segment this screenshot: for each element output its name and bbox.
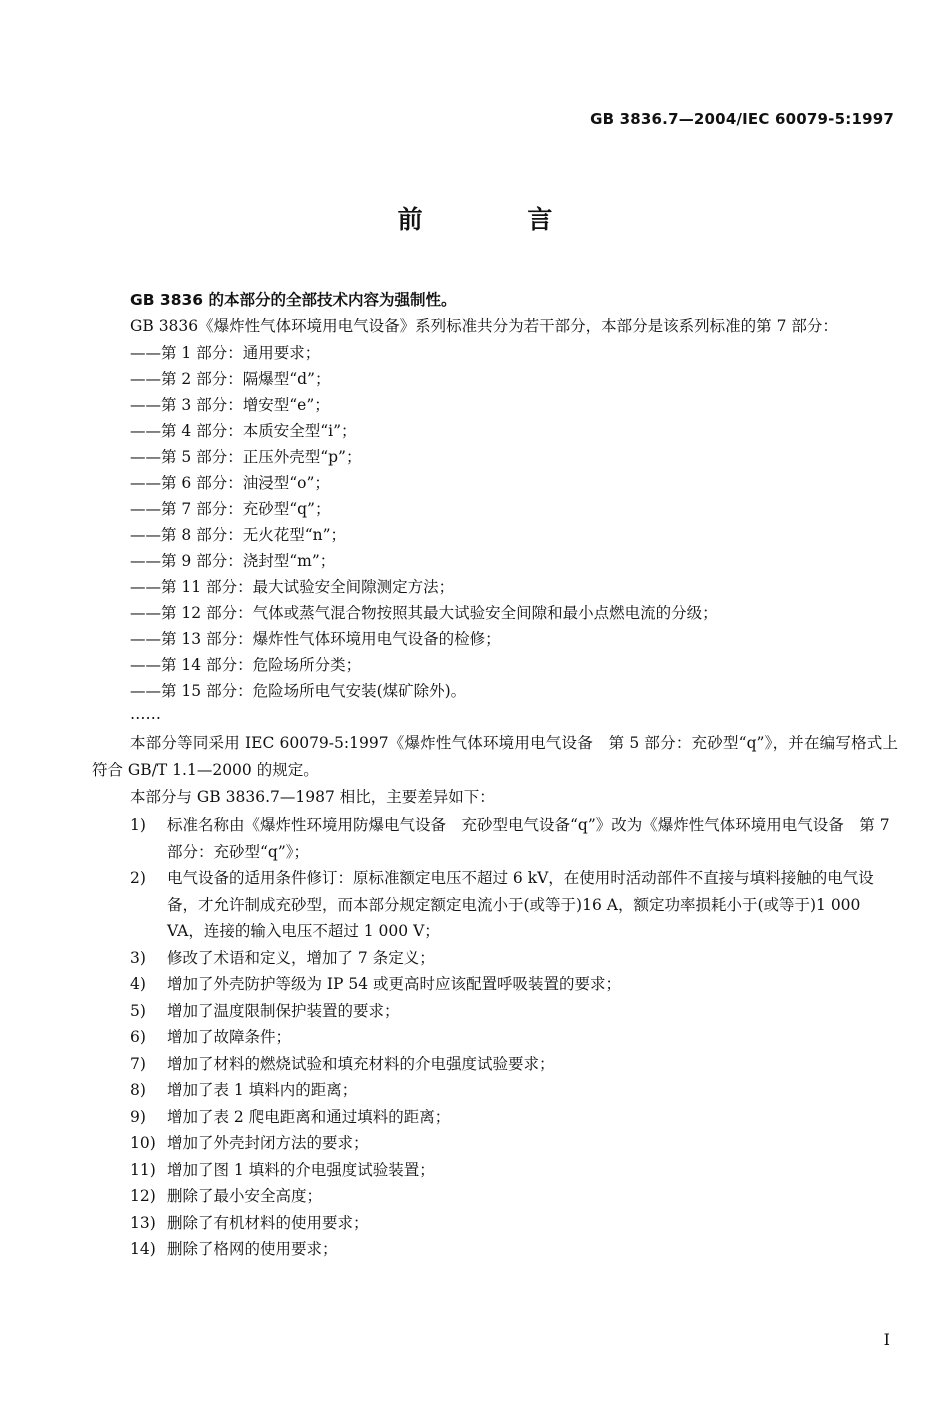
difference-text: 增加了图 1 填料的介电强度试验装置； <box>167 1160 435 1179</box>
ellipsis: …… <box>130 705 161 723</box>
difference-number: 8) <box>130 1081 146 1099</box>
difference-number: 10) <box>130 1134 156 1152</box>
part-list-item: ——第 11 部分：最大试验安全间隙测定方法； <box>130 578 455 596</box>
difference-text: 标准名称由《爆炸性环境用防爆电气设备 充砂型电气设备“q”》改为《爆炸性气体环境用电气设备 第 7 部分：充砂型“q”》； <box>167 816 890 861</box>
difference-text: 增加了温度限制保护装置的要求； <box>167 1001 400 1020</box>
standard-code: GB 3836.7—2004/IEC 60079-5:1997 <box>590 110 894 128</box>
difference-number: 13) <box>130 1213 156 1232</box>
difference-number: 12) <box>130 1187 156 1205</box>
difference-item <box>92 998 898 1025</box>
series-paragraph: GB 3836《爆炸性气体环境用电气设备》系列标准共分为若干部分，本部分是该系列标准的第 7 部分： <box>130 317 838 335</box>
page-title: 前 言 <box>397 205 601 234</box>
difference-text: 增加了表 1 填料内的距离； <box>167 1081 358 1099</box>
difference-item <box>92 945 898 972</box>
part-list-item: ——第 6 部分：油浸型“o”； <box>130 474 330 492</box>
difference-number: 5) <box>130 1001 146 1020</box>
document-body <box>92 287 898 1263</box>
difference-number: 11) <box>130 1160 156 1179</box>
difference-number: 9) <box>130 1107 146 1126</box>
difference-item <box>92 1236 898 1263</box>
difference-item <box>92 1077 898 1104</box>
difference-item <box>92 1157 898 1184</box>
difference-number: 6) <box>130 1028 146 1046</box>
part-list-item: ——第 1 部分：通用要求； <box>130 344 321 362</box>
difference-number: 1) <box>130 816 146 834</box>
difference-item <box>92 865 898 945</box>
differences-intro: 本部分与 GB 3836.7—1987 相比，主要差异如下： <box>130 788 495 806</box>
part-list-item: ——第 15 部分：危险场所电气安装(煤矿除外)。 <box>130 682 467 700</box>
part-list-item: ——第 8 部分：无火花型“n”； <box>130 526 347 544</box>
difference-text: 增加了外壳封闭方法的要求； <box>167 1134 369 1152</box>
part-list-item: ——第 3 部分：增安型“e”； <box>130 396 330 414</box>
difference-text: 增加了外壳防护等级为 IP 54 或更高时应该配置呼吸装置的要求； <box>167 975 622 993</box>
part-list-item: ——第 2 部分：隔爆型“d”； <box>130 370 331 388</box>
difference-text: 增加了故障条件； <box>167 1028 292 1046</box>
difference-text: 增加了表 2 爬电距离和通过填料的距离； <box>167 1107 451 1126</box>
part-list-item: ——第 14 部分：危险场所分类； <box>130 656 362 674</box>
difference-number: 4) <box>130 975 146 993</box>
adoption-paragraph: 本部分等同采用 IEC 60079-5:1997《爆炸性气体环境用电气设备 第 5 部分：充砂型“q”》，并在编写格式上符合 GB/T 1.1—2000 的规定。 <box>92 734 898 779</box>
difference-text: 删除了有机材料的使用要求； <box>167 1213 369 1232</box>
difference-text: 修改了术语和定义，增加了 7 条定义； <box>167 948 435 967</box>
difference-number: 7) <box>130 1054 146 1073</box>
difference-text: 增加了材料的燃烧试验和填充材料的介电强度试验要求； <box>167 1054 555 1073</box>
part-list-item: ——第 7 部分：充砂型“q”； <box>130 500 331 518</box>
difference-item <box>92 1210 898 1237</box>
difference-item <box>92 1051 898 1078</box>
differences-list <box>92 812 898 1263</box>
difference-number: 3) <box>130 948 146 967</box>
part-list-item: ——第 12 部分：气体或蒸气混合物按照其最大试验安全间隙和最小点燃电流的分级； <box>130 604 718 622</box>
difference-number: 2) <box>130 869 146 887</box>
page-number: I <box>883 1330 890 1349</box>
difference-item <box>92 1183 898 1210</box>
difference-item <box>92 1130 898 1157</box>
mandatory-statement: GB 3836 的本部分的全部技术内容为强制性。 <box>130 291 457 309</box>
part-list-item: ——第 13 部分：爆炸性气体环境用电气设备的检修； <box>130 630 501 648</box>
difference-item <box>92 1104 898 1131</box>
difference-number: 14) <box>130 1240 156 1258</box>
part-list-item: ——第 4 部分：本质安全型“i”； <box>130 422 357 440</box>
difference-text: 删除了最小安全高度； <box>167 1187 323 1205</box>
difference-text: 删除了格网的使用要求； <box>167 1240 338 1258</box>
difference-item <box>92 1024 898 1051</box>
parts-list <box>92 340 898 704</box>
part-list-item: ——第 5 部分：正压外壳型“p”； <box>130 448 362 466</box>
difference-item <box>92 812 898 865</box>
difference-item <box>92 971 898 998</box>
part-list-item: ——第 9 部分：浇封型“m”； <box>130 552 336 570</box>
difference-text: 电气设备的适用条件修订：原标准额定电压不超过 6 kV，在使用时活动部件不直接与填料接触的电气设备，才允许制成充砂型，而本部分规定额定电流小于(或等于)16 A，额定功率损耗小于(或等于)1 000 VA，连接的输入电压不超过 1 000 V； <box>167 869 874 940</box>
